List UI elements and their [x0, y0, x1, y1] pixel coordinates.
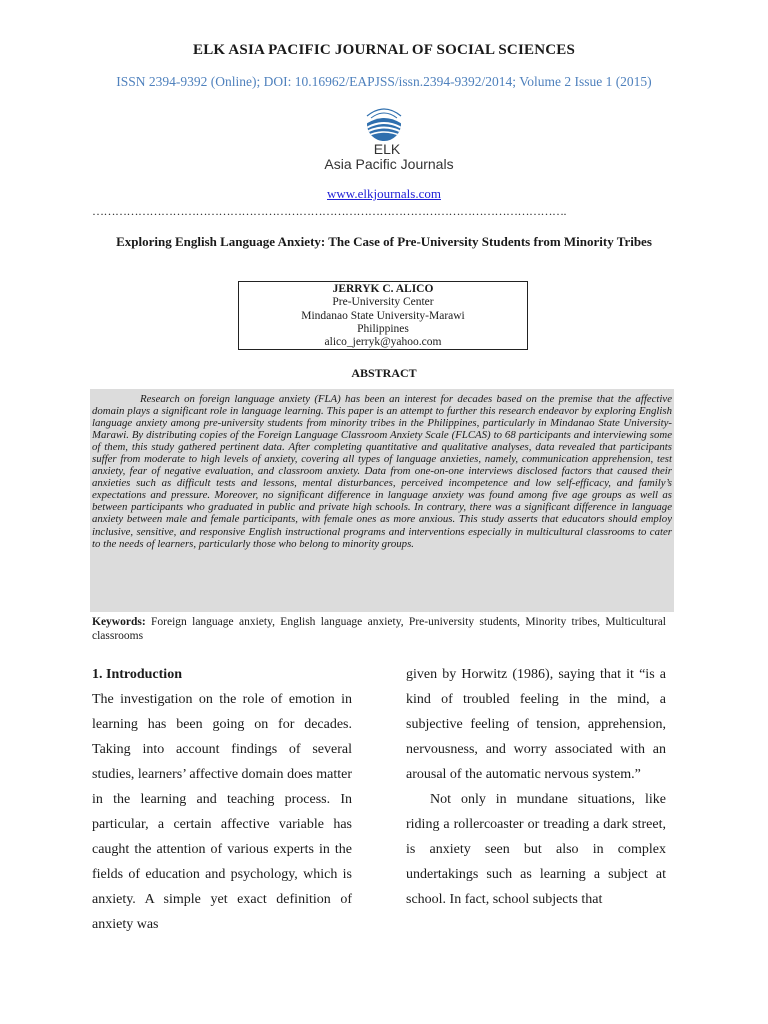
author-email: alico_jerryk@yahoo.com	[324, 336, 442, 349]
keywords-label: Keywords:	[92, 616, 146, 628]
right-column	[406, 662, 666, 912]
issn-line: ISSN 2394-9392 (Online); DOI: 10.16962/EAPJSS/issn.2394-9392/2014; Volume 2 Issue 1 (2015)	[116, 74, 652, 89]
elk-logo-icon	[355, 104, 413, 144]
keywords	[92, 616, 666, 643]
author-affiliation: Pre-University Center	[332, 296, 434, 309]
journal-website-link[interactable]: www.elkjournals.com	[327, 186, 441, 201]
author-university: Mindanao State University-Marawi	[301, 309, 465, 322]
abstract-text: Research on foreign language anxiety (FLA) has been an interest for decades based on the premise that the affective domain plays a significant role in language learning. This paper is an attempt to further this research endeavor by exploring English language anxiety among pre-university students from minority tribes in the Philippines, particularly in Mindanao State University-Marawi. By distributing copies of the Foreign Language Classroom Anxiety Scale (FLCAS) to 68 participants and interviewing some of them, this study gathered pertinent data. After completing quantitative and qualitative analyses, data revealed that participants suffer from moderate to high levels of anxiety, covering all types of language anxieties, namely, communication apprehension, test anxiety, fear of negative evaluation, and classroom anxiety. Data from one-on-one interviews disclosed factors that caused their anxieties such as difficult tests and lessons, mental disturbances, perceived incompetence and low self-efficacy, and family’s expectations and pressure. Moreover, no significant difference in language anxiety was found among five age groups as well as between participants who graduated in public and private high schools. In contrary, there was a significant difference in language anxiety between male and female participants, with female ones as more anxious. This study asserts that educators should employ inclusive, sensitive, and responsive English instructional programs and interventions especially in multicultural classrooms to cater to the needs of learners, particularly those who belong to minority groups.	[92, 393, 672, 550]
intro-paragraph-3: Not only in mundane situations, like riding a rollercoaster or treading a dark street, is anxiety seen but also in complex undertakings such as learning a subject at school. In fact, school subjects that	[406, 792, 666, 907]
paper-title: Exploring English Language Anxiety: The Case of Pre-University Students from Minority Tribes	[116, 234, 652, 249]
intro-paragraph-2: given by Horwitz (1986), saying that it “is a kind of troubled feeling in the mind, a subjective feeling of tension, apprehension, nervousness, and worry associated with an arousal of the automatic nervous system.”	[406, 667, 666, 782]
dotted-separator: …………………………………………………………………………………………………………….	[92, 204, 566, 218]
author-name: JERRYK C. ALICO	[332, 283, 434, 295]
section-heading: 1. Introduction	[92, 667, 182, 682]
intro-paragraph-1: The investigation on the role of emotion in learning has been going on for decades. Taking into account findings of several studies, learners’ affective domain does matter in the learning and teaching process. In particular, a certain affective variable has caught the attention of various experts in the fields of education and psychology, which is anxiety. A simple yet exact definition of anxiety was	[92, 692, 352, 932]
abstract-heading: ABSTRACT	[351, 366, 417, 380]
abstract-box	[90, 389, 674, 612]
logo-wordmark: ELK	[373, 141, 401, 157]
keywords-text: Foreign language anxiety, English language anxiety, Pre-university students, Minority tribes, Multicultural classrooms	[92, 616, 667, 642]
author-box	[238, 281, 528, 350]
left-column	[92, 662, 352, 937]
author-country: Philippines	[357, 322, 409, 335]
journal-title: ELK ASIA PACIFIC JOURNAL OF SOCIAL SCIENCES	[192, 42, 576, 58]
logo-subtitle: Asia Pacific Journals	[324, 156, 454, 172]
